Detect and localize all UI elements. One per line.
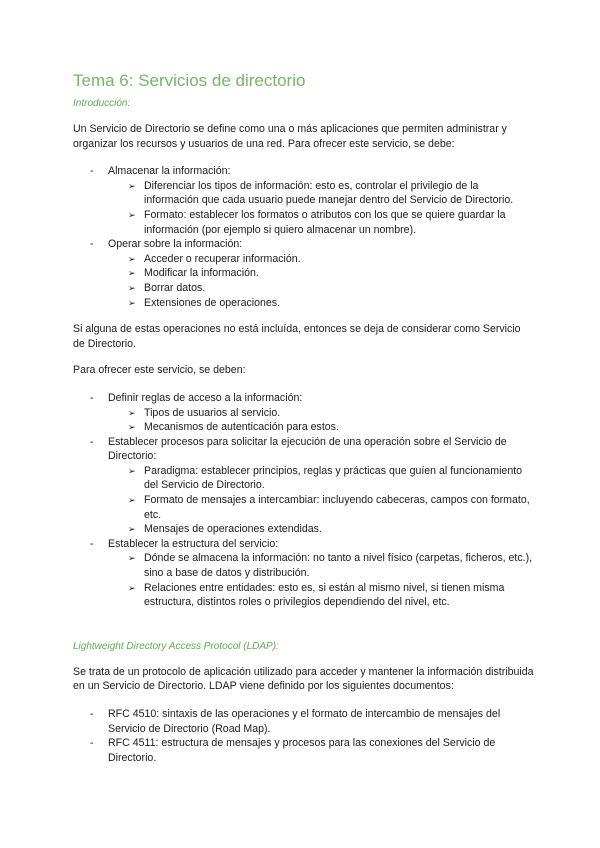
sub-list-item-text: Tipos de usuarios al servicio. [144, 406, 281, 419]
document-page [73, 70, 535, 765]
sub-list-item [108, 281, 535, 296]
dash-bullet-icon: - [90, 435, 94, 448]
arrow-bullet-icon: ➢ [128, 209, 136, 220]
arrow-bullet-icon: ➢ [128, 180, 136, 191]
list-item [73, 537, 535, 610]
sub-list-item [108, 208, 535, 237]
dash-bullet-icon: - [90, 708, 94, 720]
sub-list [108, 406, 535, 435]
list-item-text: Definir reglas de acceso a la información: [108, 391, 303, 404]
list-item [73, 164, 535, 237]
arrow-bullet-icon: ➢ [128, 582, 136, 593]
sub-list-item-text: Relaciones entre entidades: esto es, si están al mismo nivel, si tienen misma estructura, distintos roles o privilegios dependiendo del nivel, etc. [144, 581, 505, 609]
paragraph-requirements-intro: Para ofrecer este servicio, se deben: [73, 364, 246, 377]
paragraph-criterion: Si alguna de estas operaciones no está incluída, entonces se deja de considerar como Servicio de Directorio. [73, 323, 521, 350]
sub-list-item [108, 296, 535, 311]
list-item [73, 237, 535, 310]
arrow-bullet-icon: ➢ [128, 297, 136, 308]
sub-list-item [108, 266, 535, 281]
sub-list-item-text: Formato: establecer los formatos o atributos con los que se quiere guardar la información (por ejemplo si quiero almacenar un nombre). [144, 208, 506, 236]
sub-list-item-text: Modificar la información. [144, 267, 259, 280]
list-item-text: Establecer la estructura del servicio: [108, 537, 279, 550]
sub-list-item-text: Extensiones de operaciones. [144, 296, 281, 309]
sub-list-item [108, 252, 535, 267]
sub-list-item-text: Paradigma: establecer principios, reglas y prácticas que guíen al funcionamiento del Servicio de Directorio. [144, 464, 523, 492]
dash-bullet-icon: - [90, 238, 94, 251]
sub-list-item [108, 493, 535, 522]
sub-list [108, 252, 535, 310]
page-title: Tema 6: Servicios de directorio [73, 71, 306, 90]
intro-paragraph: Un Servicio de Directorio se define como una o más aplicaciones que permiten administrar y organizar los recursos y usuarios de una red. Para ofrecer este servicio, se debe: [73, 123, 507, 150]
dash-bullet-icon: - [90, 391, 94, 404]
list-item [73, 435, 535, 537]
sub-list-item-text: Mensajes de operaciones extendidas. [144, 523, 322, 536]
arrow-bullet-icon: ➢ [128, 407, 136, 418]
arrow-bullet-icon: ➢ [128, 524, 136, 535]
arrow-bullet-icon: ➢ [128, 282, 136, 293]
sub-list-item [108, 522, 535, 537]
sub-list-item [108, 406, 535, 421]
arrow-bullet-icon: ➢ [128, 253, 136, 264]
operations-list [73, 164, 535, 310]
dash-bullet-icon: - [90, 537, 94, 550]
arrow-bullet-icon: ➢ [128, 553, 136, 564]
list-item-text: RFC 4511: estructura de mensajes y procesos para las conexiones del Servicio de Directorio. [108, 737, 496, 764]
arrow-bullet-icon: ➢ [128, 268, 136, 279]
sub-list-item [108, 464, 535, 493]
sub-list-item-text: Borrar datos. [144, 281, 206, 294]
sub-list-item-text: Mecanismos de autenticación para estos. [144, 421, 339, 434]
dash-bullet-icon: - [90, 737, 94, 750]
list-item-text: Operar sobre la información: [108, 238, 243, 251]
list-item-text: Establecer procesos para solicitar la ejecución de una operación sobre el Servicio de Directorio: [108, 435, 507, 463]
sub-list-item [108, 420, 535, 435]
rfc-list [73, 707, 535, 765]
sub-list-item-text: Diferenciar los tipos de información: esto es, controlar el privilegio de la información que cada usuario puede manejar dentro del Servicio de Directorio. [144, 179, 514, 207]
sub-list [108, 179, 535, 237]
ldap-heading: Lightweight Directory Access Protocol (LDAP): [73, 640, 279, 652]
dash-bullet-icon: - [90, 165, 94, 178]
arrow-bullet-icon: ➢ [128, 495, 136, 506]
sub-list-item [108, 551, 535, 580]
arrow-bullet-icon: ➢ [128, 465, 136, 476]
sub-list-item [108, 179, 535, 208]
list-item-text: RFC 4510: sintaxis de las operaciones y el formato de intercambio de mensajes del Servicio de Directorio (Road Map). [108, 708, 501, 735]
sub-list-item-text: Acceder o recuperar información. [144, 252, 301, 265]
ldap-paragraph: Se trata de un protocolo de aplicación utilizado para acceder y mantener la información distribuida en un Servicio de Directorio. LDAP viene definido por los siguientes documentos: [73, 665, 534, 693]
sub-list-item [108, 581, 535, 610]
arrow-bullet-icon: ➢ [128, 422, 136, 433]
sub-list-item-text: Formato de mensajes a intercambiar: incluyendo cabeceras, campos con formato, etc. [144, 494, 530, 521]
requirements-list [73, 391, 535, 610]
list-item [73, 707, 535, 736]
sub-list [108, 464, 535, 537]
list-item-text: Almacenar la información: [108, 165, 231, 178]
list-item [73, 391, 535, 435]
list-item [73, 736, 535, 765]
sub-list [108, 551, 535, 609]
intro-heading: Introducción: [73, 98, 131, 109]
sub-list-item-text: Dónde se almacena la información: no tanto a nivel físico (carpetas, ficheros, etc.), sino a base de datos y distribución. [144, 552, 533, 580]
